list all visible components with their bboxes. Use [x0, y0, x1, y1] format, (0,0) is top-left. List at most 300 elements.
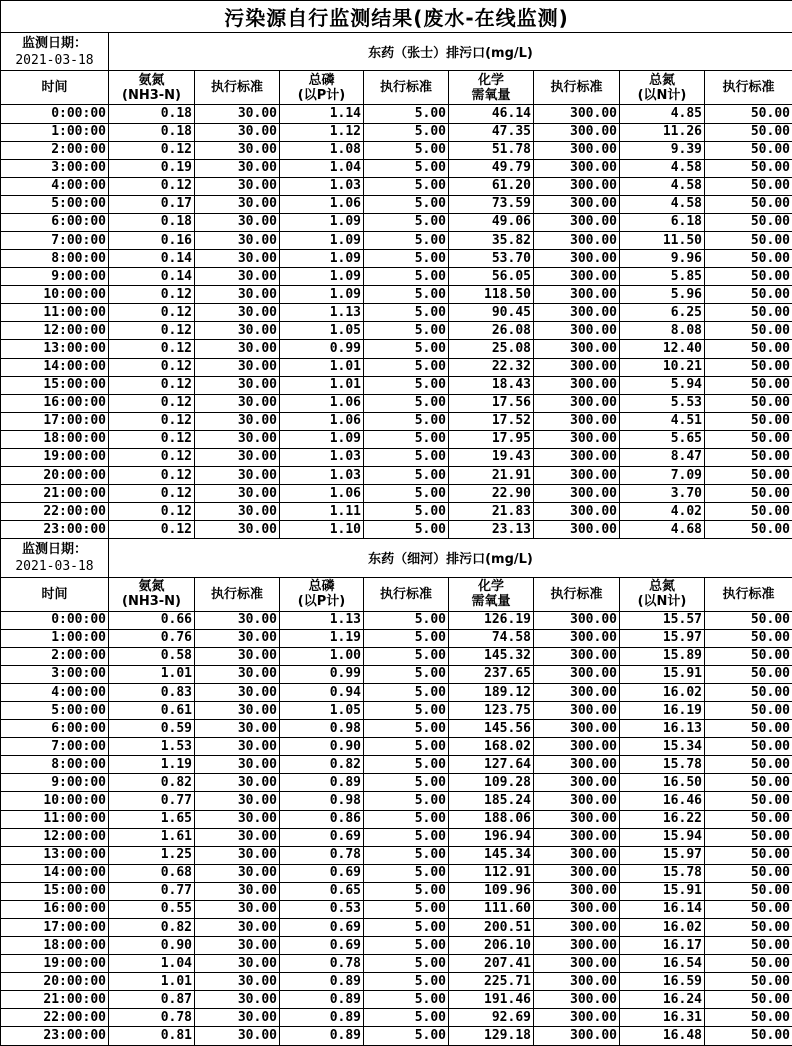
time-cell: 19:00:00 — [1, 448, 109, 466]
value-cell: 8.08 — [620, 322, 705, 340]
time-cell: 2:00:00 — [1, 141, 109, 159]
value-cell: 21.83 — [449, 503, 534, 521]
value-cell: 50.00 — [705, 792, 792, 810]
time-cell: 14:00:00 — [1, 864, 109, 882]
value-cell: 15.91 — [620, 882, 705, 900]
value-cell: 30.00 — [195, 286, 280, 304]
value-cell: 50.00 — [705, 159, 792, 177]
value-cell: 30.00 — [195, 521, 280, 539]
column-header — [364, 71, 449, 105]
value-cell: 30.00 — [195, 756, 280, 774]
time-cell: 14:00:00 — [1, 358, 109, 376]
value-cell: 0.12 — [109, 448, 195, 466]
time-cell: 15:00:00 — [1, 882, 109, 900]
value-cell: 16.46 — [620, 792, 705, 810]
value-cell: 50.00 — [705, 232, 792, 250]
value-cell: 145.56 — [449, 720, 534, 738]
column-header-line: 需氧量 — [471, 594, 511, 610]
value-cell: 5.00 — [364, 828, 449, 846]
value-cell: 0.14 — [109, 268, 195, 286]
column-header-line: 执行标准 — [722, 80, 775, 96]
value-cell: 1.65 — [109, 810, 195, 828]
value-cell: 30.00 — [195, 973, 280, 991]
time-cell: 21:00:00 — [1, 991, 109, 1009]
value-cell: 22.90 — [449, 485, 534, 503]
value-cell: 50.00 — [705, 448, 792, 466]
value-cell: 0.16 — [109, 232, 195, 250]
value-cell: 5.53 — [620, 394, 705, 412]
value-cell: 50.00 — [705, 376, 792, 394]
value-cell: 300.00 — [534, 394, 620, 412]
value-cell: 0.69 — [280, 828, 364, 846]
value-cell: 15.78 — [620, 756, 705, 774]
value-cell: 0.99 — [280, 665, 364, 683]
value-cell: 300.00 — [534, 159, 620, 177]
column-header-line: 执行标准 — [379, 586, 432, 602]
column-header — [620, 577, 705, 611]
column-header — [364, 577, 449, 611]
value-cell: 0.12 — [109, 141, 195, 159]
value-cell: 0.19 — [109, 159, 195, 177]
table-row — [1, 340, 792, 358]
value-cell: 300.00 — [534, 738, 620, 756]
table-row — [1, 159, 792, 177]
value-cell: 5.00 — [364, 268, 449, 286]
value-cell: 1.13 — [280, 304, 364, 322]
value-cell: 30.00 — [195, 702, 280, 720]
value-cell: 5.00 — [364, 973, 449, 991]
value-cell: 5.00 — [364, 322, 449, 340]
value-cell: 0.89 — [280, 1027, 364, 1046]
column-header — [534, 577, 620, 611]
value-cell: 16.14 — [620, 900, 705, 918]
value-cell: 0.98 — [280, 720, 364, 738]
value-cell: 51.78 — [449, 141, 534, 159]
value-cell: 1.00 — [280, 647, 364, 665]
value-cell: 5.00 — [364, 738, 449, 756]
value-cell: 50.00 — [705, 304, 792, 322]
value-cell: 50.00 — [705, 991, 792, 1009]
value-cell: 196.94 — [449, 828, 534, 846]
value-cell: 50.00 — [705, 340, 792, 358]
value-cell: 300.00 — [534, 756, 620, 774]
value-cell: 5.00 — [364, 756, 449, 774]
value-cell: 0.12 — [109, 430, 195, 448]
value-cell: 1.08 — [280, 141, 364, 159]
value-cell: 5.00 — [364, 919, 449, 937]
table-row — [1, 485, 792, 503]
value-cell: 50.00 — [705, 919, 792, 937]
value-cell: 0.18 — [109, 123, 195, 141]
value-cell: 50.00 — [705, 1009, 792, 1027]
value-cell: 1.53 — [109, 738, 195, 756]
value-cell: 300.00 — [534, 955, 620, 973]
table-row — [1, 232, 792, 250]
value-cell: 5.00 — [364, 683, 449, 701]
value-cell: 15.89 — [620, 647, 705, 665]
value-cell: 30.00 — [195, 792, 280, 810]
value-cell: 300.00 — [534, 268, 620, 286]
value-cell: 0.55 — [109, 900, 195, 918]
column-header-line: 总磷 — [308, 72, 335, 88]
value-cell: 30.00 — [195, 232, 280, 250]
value-cell: 1.61 — [109, 828, 195, 846]
value-cell: 30.00 — [195, 828, 280, 846]
value-cell: 0.53 — [280, 900, 364, 918]
value-cell: 0.14 — [109, 250, 195, 268]
value-cell: 50.00 — [705, 738, 792, 756]
value-cell: 5.00 — [364, 647, 449, 665]
value-cell: 300.00 — [534, 358, 620, 376]
section-header-row — [1, 33, 792, 71]
value-cell: 300.00 — [534, 846, 620, 864]
value-cell: 5.00 — [364, 1027, 449, 1046]
value-cell: 50.00 — [705, 629, 792, 647]
value-cell: 0.65 — [280, 882, 364, 900]
time-cell: 10:00:00 — [1, 792, 109, 810]
time-cell: 16:00:00 — [1, 394, 109, 412]
value-cell: 185.24 — [449, 792, 534, 810]
value-cell: 111.60 — [449, 900, 534, 918]
value-cell: 5.00 — [364, 177, 449, 195]
table-row — [1, 955, 792, 973]
time-cell: 21:00:00 — [1, 485, 109, 503]
table-row — [1, 412, 792, 430]
column-header-line: 时间 — [41, 586, 68, 602]
value-cell: 30.00 — [195, 1027, 280, 1046]
value-cell: 300.00 — [534, 448, 620, 466]
column-header-line: (NH3-N) — [122, 594, 181, 610]
value-cell: 300.00 — [534, 1009, 620, 1027]
value-cell: 49.06 — [449, 213, 534, 231]
table-row — [1, 1009, 792, 1027]
value-cell: 4.51 — [620, 412, 705, 430]
value-cell: 30.00 — [195, 340, 280, 358]
column-header — [109, 577, 195, 611]
monitoring-date-cell — [1, 33, 109, 71]
value-cell: 5.00 — [364, 286, 449, 304]
value-cell: 4.58 — [620, 195, 705, 213]
value-cell: 16.59 — [620, 973, 705, 991]
value-cell: 5.00 — [364, 412, 449, 430]
value-cell: 1.05 — [280, 322, 364, 340]
value-cell: 53.70 — [449, 250, 534, 268]
value-cell: 50.00 — [705, 286, 792, 304]
value-cell: 0.82 — [280, 756, 364, 774]
value-cell: 15.97 — [620, 629, 705, 647]
time-cell: 11:00:00 — [1, 304, 109, 322]
table-row — [1, 937, 792, 955]
value-cell: 30.00 — [195, 647, 280, 665]
value-cell: 0.66 — [109, 611, 195, 629]
time-cell: 15:00:00 — [1, 376, 109, 394]
value-cell: 300.00 — [534, 250, 620, 268]
column-header-row — [1, 577, 792, 611]
value-cell: 50.00 — [705, 123, 792, 141]
value-cell: 1.09 — [280, 430, 364, 448]
table-row — [1, 792, 792, 810]
table-row — [1, 467, 792, 485]
value-cell: 300.00 — [534, 340, 620, 358]
table-row — [1, 647, 792, 665]
column-header-line: 总氮 — [648, 72, 675, 88]
value-cell: 1.06 — [280, 394, 364, 412]
value-cell: 11.50 — [620, 232, 705, 250]
column-header-line: 执行标准 — [722, 586, 775, 602]
value-cell: 207.41 — [449, 955, 534, 973]
table-row — [1, 376, 792, 394]
column-header — [449, 71, 534, 105]
value-cell: 7.09 — [620, 467, 705, 485]
value-cell: 9.96 — [620, 250, 705, 268]
value-cell: 46.14 — [449, 105, 534, 123]
value-cell: 17.95 — [449, 430, 534, 448]
value-cell: 126.19 — [449, 611, 534, 629]
value-cell: 5.00 — [364, 485, 449, 503]
table-row — [1, 304, 792, 322]
value-cell: 0.82 — [109, 919, 195, 937]
value-cell: 0.12 — [109, 358, 195, 376]
value-cell: 300.00 — [534, 611, 620, 629]
time-cell: 6:00:00 — [1, 720, 109, 738]
value-cell: 15.57 — [620, 611, 705, 629]
value-cell: 0.81 — [109, 1027, 195, 1046]
time-cell: 22:00:00 — [1, 1009, 109, 1027]
value-cell: 5.00 — [364, 937, 449, 955]
value-cell: 30.00 — [195, 485, 280, 503]
time-cell: 20:00:00 — [1, 973, 109, 991]
value-cell: 112.91 — [449, 864, 534, 882]
time-cell: 7:00:00 — [1, 738, 109, 756]
value-cell: 0.69 — [280, 937, 364, 955]
value-cell: 30.00 — [195, 213, 280, 231]
value-cell: 16.48 — [620, 1027, 705, 1046]
value-cell: 50.00 — [705, 322, 792, 340]
outlet-name: 东药（细河）排污口(mg/L) — [109, 539, 792, 577]
value-cell: 30.00 — [195, 900, 280, 918]
value-cell: 300.00 — [534, 485, 620, 503]
value-cell: 5.00 — [364, 521, 449, 539]
value-cell: 30.00 — [195, 937, 280, 955]
value-cell: 22.32 — [449, 358, 534, 376]
value-cell: 30.00 — [195, 955, 280, 973]
value-cell: 1.01 — [109, 665, 195, 683]
time-cell: 3:00:00 — [1, 159, 109, 177]
value-cell: 19.43 — [449, 448, 534, 466]
table-row — [1, 611, 792, 629]
value-cell: 0.99 — [280, 340, 364, 358]
value-cell: 0.12 — [109, 412, 195, 430]
value-cell: 21.91 — [449, 467, 534, 485]
value-cell: 300.00 — [534, 864, 620, 882]
column-header-line: 执行标准 — [210, 586, 263, 602]
monitoring-date-label: 监测日期： — [21, 541, 87, 557]
column-header-line: 总氮 — [648, 579, 675, 595]
column-header — [280, 577, 364, 611]
monitoring-date-value: 2021-03-18 — [15, 52, 94, 68]
sheet-title: 污染源自行监测结果(废水-在线监测) — [1, 1, 792, 33]
outlet-name: 东药（张士）排污口(mg/L) — [109, 33, 792, 71]
value-cell: 5.00 — [364, 991, 449, 1009]
value-cell: 300.00 — [534, 900, 620, 918]
value-cell: 50.00 — [705, 846, 792, 864]
value-cell: 0.68 — [109, 864, 195, 882]
column-header-line: 时间 — [41, 80, 68, 96]
table-row — [1, 448, 792, 466]
value-cell: 300.00 — [534, 213, 620, 231]
value-cell: 0.77 — [109, 792, 195, 810]
table-row — [1, 810, 792, 828]
value-cell: 145.34 — [449, 846, 534, 864]
value-cell: 5.00 — [364, 376, 449, 394]
column-header — [195, 71, 280, 105]
table-row — [1, 195, 792, 213]
value-cell: 5.00 — [364, 702, 449, 720]
value-cell: 1.03 — [280, 467, 364, 485]
table-row — [1, 919, 792, 937]
value-cell: 30.00 — [195, 846, 280, 864]
value-cell: 300.00 — [534, 937, 620, 955]
value-cell: 10.21 — [620, 358, 705, 376]
value-cell: 4.58 — [620, 159, 705, 177]
value-cell: 300.00 — [534, 467, 620, 485]
value-cell: 50.00 — [705, 955, 792, 973]
time-cell: 16:00:00 — [1, 900, 109, 918]
value-cell: 49.79 — [449, 159, 534, 177]
value-cell: 300.00 — [534, 720, 620, 738]
value-cell: 50.00 — [705, 467, 792, 485]
value-cell: 15.34 — [620, 738, 705, 756]
value-cell: 30.00 — [195, 611, 280, 629]
value-cell: 30.00 — [195, 430, 280, 448]
value-cell: 50.00 — [705, 882, 792, 900]
column-header-line: (以P计) — [297, 594, 346, 610]
value-cell: 109.96 — [449, 882, 534, 900]
time-cell: 17:00:00 — [1, 919, 109, 937]
value-cell: 0.76 — [109, 629, 195, 647]
value-cell: 1.04 — [109, 955, 195, 973]
value-cell: 50.00 — [705, 412, 792, 430]
value-cell: 5.00 — [364, 304, 449, 322]
value-cell: 30.00 — [195, 123, 280, 141]
value-cell: 5.00 — [364, 720, 449, 738]
value-cell: 5.00 — [364, 774, 449, 792]
value-cell: 15.78 — [620, 864, 705, 882]
value-cell: 35.82 — [449, 232, 534, 250]
value-cell: 50.00 — [705, 105, 792, 123]
value-cell: 50.00 — [705, 268, 792, 286]
value-cell: 206.10 — [449, 937, 534, 955]
table-row — [1, 774, 792, 792]
section-header-row — [1, 539, 792, 577]
value-cell: 16.19 — [620, 702, 705, 720]
table-row — [1, 882, 792, 900]
value-cell: 50.00 — [705, 485, 792, 503]
value-cell: 6.25 — [620, 304, 705, 322]
time-cell: 8:00:00 — [1, 756, 109, 774]
value-cell: 50.00 — [705, 358, 792, 376]
table-row — [1, 250, 792, 268]
value-cell: 50.00 — [705, 430, 792, 448]
value-cell: 12.40 — [620, 340, 705, 358]
value-cell: 5.00 — [364, 250, 449, 268]
value-cell: 26.08 — [449, 322, 534, 340]
value-cell: 300.00 — [534, 774, 620, 792]
value-cell: 0.12 — [109, 376, 195, 394]
value-cell: 61.20 — [449, 177, 534, 195]
value-cell: 0.78 — [109, 1009, 195, 1027]
value-cell: 5.85 — [620, 268, 705, 286]
value-cell: 3.70 — [620, 485, 705, 503]
value-cell: 30.00 — [195, 810, 280, 828]
value-cell: 300.00 — [534, 919, 620, 937]
value-cell: 30.00 — [195, 738, 280, 756]
value-cell: 30.00 — [195, 105, 280, 123]
value-cell: 30.00 — [195, 394, 280, 412]
value-cell: 11.26 — [620, 123, 705, 141]
value-cell: 127.64 — [449, 756, 534, 774]
value-cell: 90.45 — [449, 304, 534, 322]
time-cell: 23:00:00 — [1, 1027, 109, 1046]
column-header — [1, 71, 109, 105]
column-header — [1, 577, 109, 611]
value-cell: 30.00 — [195, 991, 280, 1009]
table-row — [1, 213, 792, 231]
value-cell: 50.00 — [705, 702, 792, 720]
table-row — [1, 521, 792, 539]
value-cell: 300.00 — [534, 177, 620, 195]
column-header-line: (NH3-N) — [122, 87, 181, 103]
column-header — [280, 71, 364, 105]
value-cell: 5.00 — [364, 141, 449, 159]
value-cell: 30.00 — [195, 448, 280, 466]
value-cell: 0.12 — [109, 340, 195, 358]
value-cell: 50.00 — [705, 683, 792, 701]
column-header — [449, 577, 534, 611]
value-cell: 5.00 — [364, 846, 449, 864]
value-cell: 189.12 — [449, 683, 534, 701]
column-header-line: 执行标准 — [379, 80, 432, 96]
time-cell: 18:00:00 — [1, 430, 109, 448]
value-cell: 5.65 — [620, 430, 705, 448]
value-cell: 109.28 — [449, 774, 534, 792]
table-row — [1, 973, 792, 991]
value-cell: 30.00 — [195, 376, 280, 394]
value-cell: 300.00 — [534, 376, 620, 394]
column-header — [620, 71, 705, 105]
value-cell: 4.68 — [620, 521, 705, 539]
value-cell: 300.00 — [534, 123, 620, 141]
value-cell: 1.09 — [280, 250, 364, 268]
value-cell: 300.00 — [534, 232, 620, 250]
value-cell: 300.00 — [534, 503, 620, 521]
table-row — [1, 828, 792, 846]
value-cell: 50.00 — [705, 611, 792, 629]
column-header-row — [1, 71, 792, 105]
value-cell: 9.39 — [620, 141, 705, 159]
value-cell: 30.00 — [195, 629, 280, 647]
value-cell: 50.00 — [705, 1027, 792, 1046]
value-cell: 5.00 — [364, 467, 449, 485]
column-header-line: 化学 — [477, 579, 504, 595]
column-header-line: (以P计) — [297, 87, 346, 103]
time-cell: 5:00:00 — [1, 702, 109, 720]
table-row — [1, 665, 792, 683]
time-cell: 1:00:00 — [1, 629, 109, 647]
value-cell: 300.00 — [534, 683, 620, 701]
value-cell: 300.00 — [534, 792, 620, 810]
value-cell: 0.18 — [109, 213, 195, 231]
